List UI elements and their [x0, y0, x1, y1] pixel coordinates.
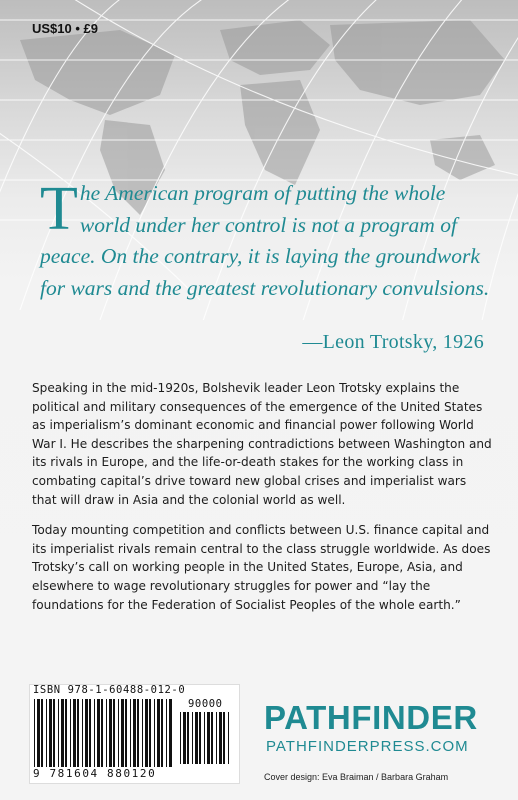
price-label: US$10 • £9 [32, 21, 98, 36]
quote-attribution: —Leon Trotsky, 1926 [302, 331, 484, 353]
blurb-paragraph: Today mounting competition and conflicts between U.S. finance capital and its imperialist rivals remain central to the class struggle worldwide. As does Trotsky’s call on working people in the United States, Europe, Asia, and elsewhere to wage revolutionary struggles for power and “lay the foundations for the Federation of Socialist Peoples of the whole earth.” [32, 523, 491, 612]
barcode-addon-icon [180, 712, 232, 764]
barcode-digits: 9 781604 880120 [33, 767, 157, 780]
cover-design-credit: Cover design: Eva Braiman / Barbara Graham [264, 772, 449, 782]
quote-drop-cap: T [40, 175, 78, 243]
pull-quote [40, 175, 500, 304]
blurb [32, 379, 492, 626]
publisher-logo: PATHFINDER [264, 699, 478, 736]
barcode-icon [34, 699, 174, 767]
quote-text: he American program of putting the whole world under her control is not a program of peace. On the contrary, it is laying the groundwork for wars and the greatest revolutionary convulsions. [40, 181, 490, 300]
blurb-paragraph: Speaking in the mid-1920s, Bolshevik leader Leon Trotsky explains the political and military consequences of the emergence of the United States as imperialism’s dominant economic and financial power following World War I. He describes the sharpening contradictions between Washington and its rivals in Europe, and the life-or-death stakes for the working class in combating capital’s drive toward new global crises and imperialist wars that will draw in Asia and the colonial world as well. [32, 381, 492, 507]
barcode-addon-number: 90000 [188, 698, 223, 710]
isbn-text: ISBN 978-1-60488-012-0 [33, 684, 186, 696]
publisher-url: PATHFINDERPRESS.COM [266, 738, 469, 755]
